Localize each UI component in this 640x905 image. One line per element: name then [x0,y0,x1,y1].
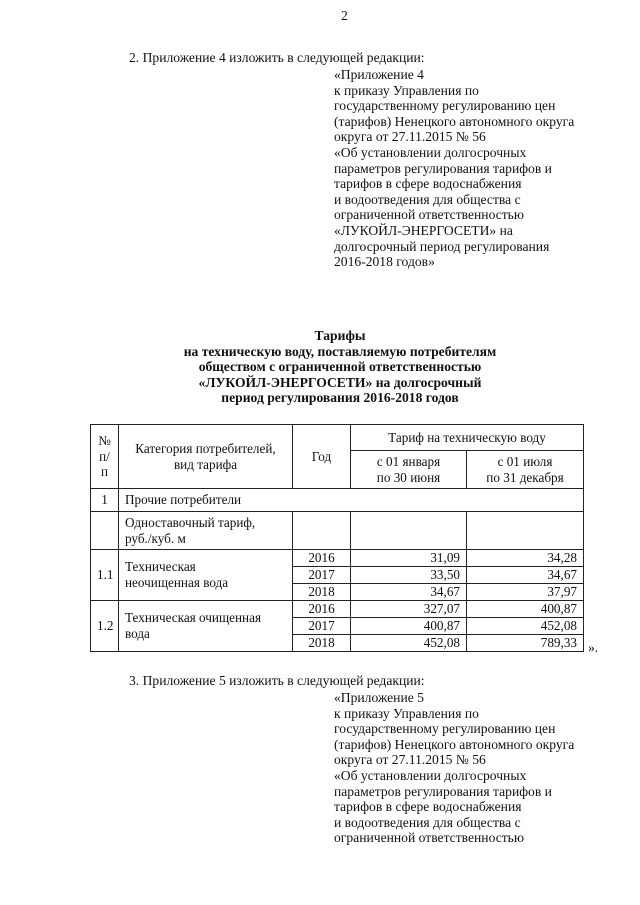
row-num: 1.1 [91,550,119,601]
address-line: 2016-2018 годов» [334,254,435,270]
address-line: ограниченной ответственностью [334,830,525,846]
address-line: округа от 27.11.2015 № 56 [334,129,486,145]
table-row [91,550,584,567]
address-line: долгосрочный период регулирования [334,238,550,254]
address-line: «Об установлении долгосрочных [334,144,527,160]
address-line: «Приложение 5 [334,690,424,705]
address-line: округа от 27.11.2015 № 56 [334,752,486,768]
value-cell: 400,87 [351,618,467,635]
row-label: Техническая очищенная вода [119,601,293,652]
header-num: № п/п [91,425,119,489]
address-line: к приказу Управления по [334,82,479,98]
item-3-heading: 3. Приложение 5 изложить в следующей редакции: [129,673,425,688]
table-header-row [91,425,584,451]
address-line: «Приложение 4 [334,67,424,82]
title-line: на техническую воду, поставляемую потребителям [183,343,497,359]
value-cell: 452,08 [467,618,584,635]
title-line: обществом с ограниченной ответственностью [198,359,482,375]
value-cell: 327,07 [351,601,467,618]
group-label: Прочие потребители [119,489,584,512]
item-3-address-block [334,690,574,846]
year-cell: 2017 [293,567,351,584]
address-line: к приказу Управления по [334,705,479,721]
page-number: 2 [341,8,348,23]
item-2-heading: 2. Приложение 4 изложить в следующей редакции: [129,50,425,65]
row-num: 1.2 [91,601,119,652]
title-line: «ЛУКОЙЛ-ЭНЕРГОСЕТИ» на долгосрочный [198,374,482,390]
header-tariff: Тариф на техническую воду [351,425,584,451]
title-line: период регулирования 2016-2018 годов [221,390,459,406]
tariff-title [110,328,570,406]
address-line: государственному регулированию цен [334,721,556,737]
value-cell: 33,50 [351,567,467,584]
value-cell: 34,28 [467,550,584,567]
address-line: государственному регулированию цен [334,98,556,114]
address-line: и водоотведения для общества с [334,191,521,207]
single-rate-label: Одноставочный тариф, руб./куб. м [119,512,293,550]
address-line: и водоотведения для общества с [334,814,521,830]
closing-quote: ». [588,640,599,655]
year-cell: 2018 [293,635,351,652]
value-cell: 400,87 [467,601,584,618]
year-cell: 2016 [293,601,351,618]
address-line: параметров регулирования тарифов и [334,783,552,799]
header-year: Год [293,425,351,489]
address-line: «Об установлении долгосрочных [334,767,527,783]
item-2-address-block [334,67,574,270]
address-line: тарифов в сфере водоснабжения [334,799,522,815]
year-cell: 2018 [293,584,351,601]
header-period-2: с 01 июля по 31 декабря [467,451,584,489]
header-period-1: с 01 января по 30 июня [351,451,467,489]
header-category: Категория потребителей, вид тарифа [119,425,293,489]
title-line: Тарифы [314,328,366,343]
table-row [91,601,584,618]
value-cell: 37,97 [467,584,584,601]
table-row [91,489,584,512]
table-row [91,512,584,550]
address-line: параметров регулирования тарифов и [334,160,552,176]
address-line: (тарифов) Ненецкого автономного округа [334,736,575,752]
row-label: Техническая неочищенная вода [119,550,293,601]
value-cell: 789,33 [467,635,584,652]
year-cell: 2017 [293,618,351,635]
value-cell: 31,09 [351,550,467,567]
address-line: (тарифов) Ненецкого автономного округа [334,113,575,129]
address-line: ограниченной ответственностью [334,207,525,223]
tariff-table [90,424,584,652]
address-line: «ЛУКОЙЛ-ЭНЕРГОСЕТИ» на [334,222,513,238]
year-cell: 2016 [293,550,351,567]
value-cell: 34,67 [351,584,467,601]
value-cell: 34,67 [467,567,584,584]
value-cell: 452,08 [351,635,467,652]
address-line: тарифов в сфере водоснабжения [334,176,522,192]
group-num: 1 [91,489,119,512]
